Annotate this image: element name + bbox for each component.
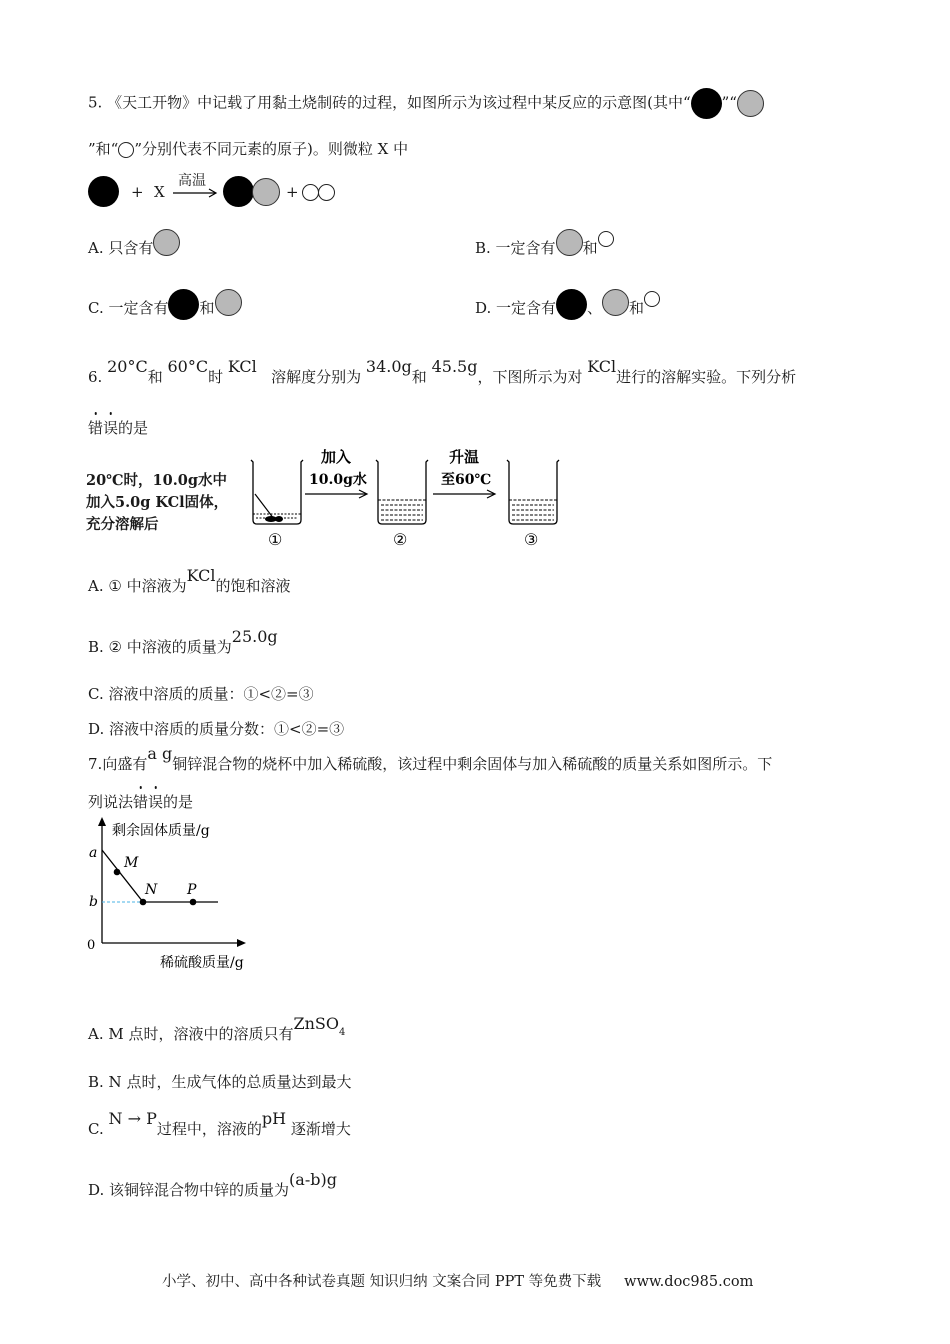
q6-stem-line2: 错误的是: [88, 419, 149, 437]
beaker-label-1: ①: [268, 530, 283, 549]
q7-stem-line1: 7.向盛有a g铜锌混合物的烧杯中加入稀硫酸，该过程中剩余固体与加入稀硫酸的质量关系如图所示。下: [88, 744, 773, 773]
step1-bottom: 10.0g水: [309, 472, 367, 488]
beaker-label-2: ②: [393, 530, 408, 549]
white-atom-icon: [644, 291, 660, 307]
black-atom-icon: [168, 289, 199, 320]
q6-option-c: C. 溶液中溶质的质量：①<②=③: [88, 685, 314, 703]
x-axis-label: 稀硫酸质量/g: [160, 955, 244, 971]
eq-plus: +: [131, 183, 144, 201]
point-m: [114, 869, 121, 876]
y-axis-label: 剩余固体质量/g: [112, 823, 210, 839]
q7-graph: [80, 815, 260, 977]
q6-option-b: B. ② 中溶液的质量为25.0g: [88, 627, 278, 656]
gray-atom-icon: [252, 178, 280, 206]
beaker-3: [507, 460, 559, 524]
q6-experiment-diagram: [86, 446, 566, 556]
step2-top: 升温: [449, 448, 480, 466]
eq-condition: 高温: [178, 173, 206, 189]
q7-option-d: D. 该铜锌混合物中锌的质量为(a-b)g: [88, 1170, 337, 1199]
gray-atom-icon: [153, 229, 180, 256]
black-atom-icon: [223, 176, 254, 207]
q5-stem-line1: 5. 《天工开物》中记载了用黏土烧制砖的过程，如图所示为该过程中某反应的示意图(其中“ ”“: [88, 88, 764, 119]
y-tick-b: b: [89, 894, 98, 910]
eq-x: X: [154, 183, 165, 201]
page-footer: [162, 1270, 753, 1291]
white-atom-icon: [118, 142, 134, 158]
point-m-label: M: [124, 855, 139, 871]
beakers-figure: [241, 446, 561, 556]
footer-link[interactable]: www.doc985.com: [624, 1274, 754, 1290]
q7-stem-line2: 列说法错误的是: [88, 793, 194, 811]
q5-option-b: B. 一定含有 和: [475, 237, 614, 258]
q5-number: 5.: [88, 93, 103, 112]
q7-option-c: C. N → P过程中，溶液的pH 逐渐增大: [88, 1109, 351, 1138]
beaker-1: [251, 460, 303, 524]
q6-option-d: D. 溶液中溶质的质量分数：①<②=③: [88, 720, 345, 738]
beaker-label-3: ③: [524, 530, 539, 549]
point-n: [140, 899, 147, 906]
q7-option-a: A. M 点时，溶液中的溶质只有ZnSO$^4$: [88, 1014, 346, 1043]
gray-atom-icon: [556, 229, 583, 256]
white-atom-icon: [318, 184, 335, 201]
point-p: [190, 899, 197, 906]
y-tick-0: 0: [87, 938, 96, 953]
white-atom-icon: [598, 231, 614, 247]
eq-plus: +: [286, 183, 299, 201]
y-tick-a: a: [89, 845, 98, 861]
exp-desc: 20℃时，10.0g水中 加入5.0g KCl固体， 充分溶解后: [86, 472, 229, 533]
black-atom-icon: [556, 289, 587, 320]
gray-atom-icon: [215, 289, 242, 316]
gray-atom-icon: [602, 289, 629, 316]
q5-reaction-equation: [88, 170, 388, 216]
black-atom-icon: [88, 176, 119, 207]
footer-text: 小学、初中、高中各种试卷真题 知识归纳 文案合同 PPT 等免费下载: [162, 1274, 602, 1290]
q6-stem-line1: 6. 20°C和 60°C时 KCl 溶解度分别为 34.0g和 45.5g，下图所示为对 KCl进行的溶解实验。下列分析: [88, 357, 797, 386]
q5-option-a: A. 只含有: [88, 237, 180, 258]
q5-option-d: D. 一定含有 、 和: [475, 297, 660, 320]
point-n-label: N: [145, 882, 158, 898]
step2-bottom: 至60℃: [441, 472, 492, 488]
beaker-2: [376, 460, 428, 524]
step1-top: 加入: [321, 448, 352, 466]
q6-option-a: A. ① 中溶液为KCl的饱和溶液: [88, 566, 291, 595]
q5-stem-line2: ”和“ ”分别代表不同元素的原子)。则微粒 X 中: [88, 140, 409, 158]
q5-stem-text: 《天工开物》中记载了用黏土烧制砖的过程，如图所示为该过程中某反应的示意图(其中“: [107, 93, 691, 112]
reaction-arrow-icon: [173, 188, 219, 198]
q7-option-b: B. N 点时，生成气体的总质量达到最大: [88, 1073, 352, 1091]
point-p-label: P: [187, 882, 197, 898]
black-atom-icon: [691, 88, 722, 119]
gray-atom-icon: [737, 90, 764, 117]
white-atom-icon: [302, 184, 319, 201]
q5-option-c: C. 一定含有 和: [88, 297, 242, 320]
